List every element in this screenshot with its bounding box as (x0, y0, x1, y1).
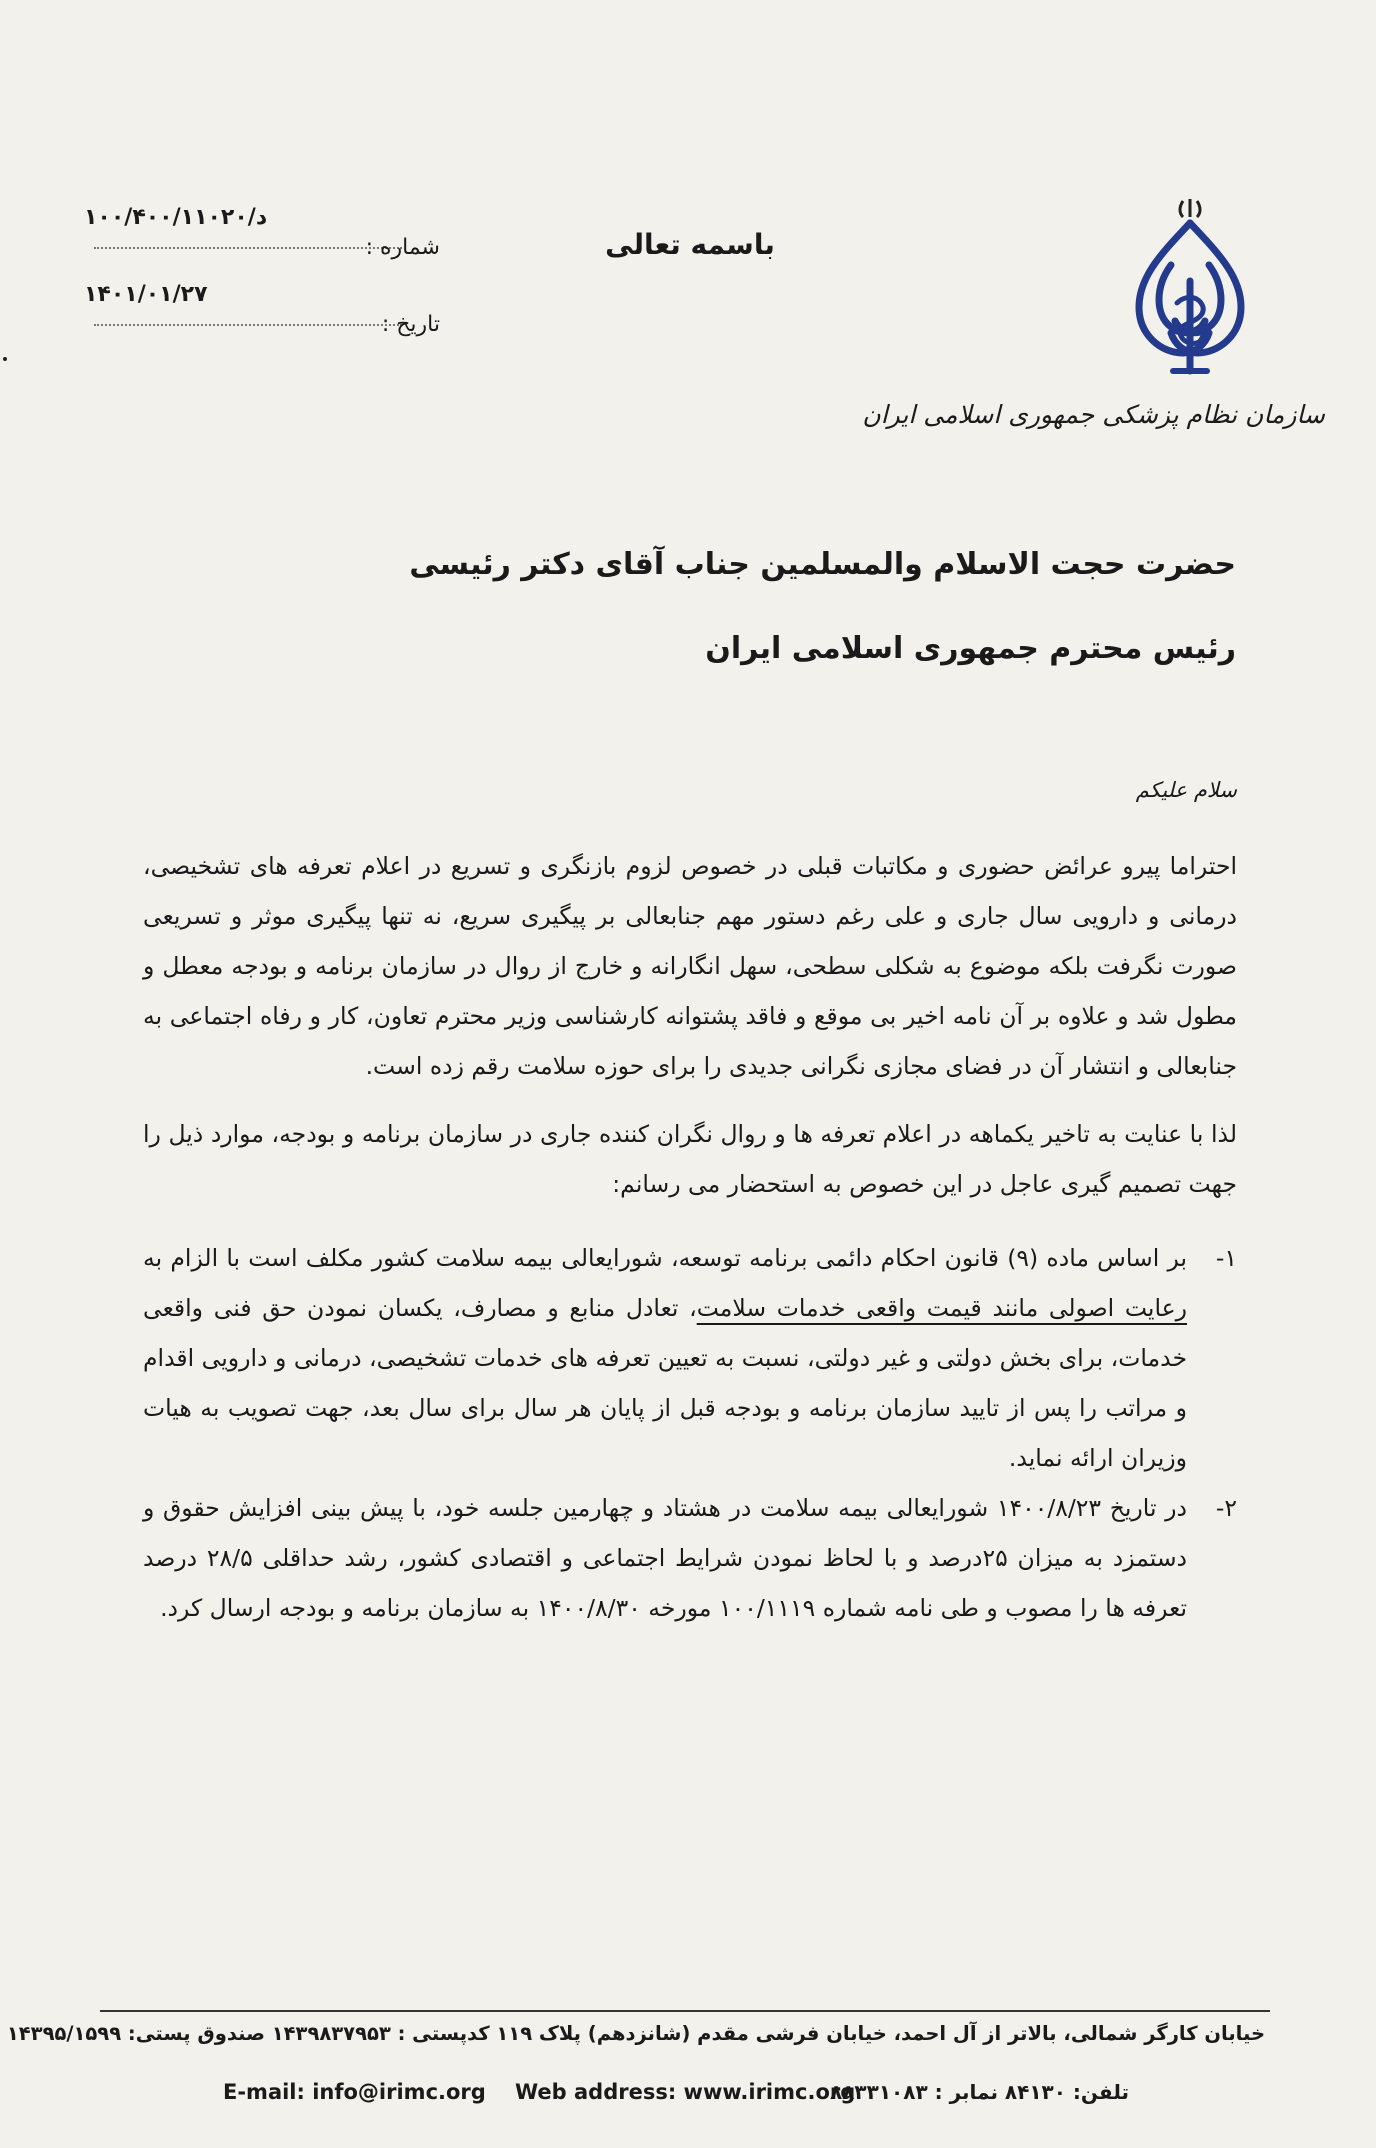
list-item (143, 1483, 1237, 1633)
list-item-text (143, 1233, 1187, 1483)
letter-date-row (70, 282, 440, 342)
footer-divider (100, 2010, 1270, 2012)
addressee-line-1: حضرت حجت الاسلام والمسلمین جناب آقای دکتر رئیسی (409, 547, 1236, 582)
salutation: سلام علیکم (1135, 778, 1237, 802)
footer-contacts (0, 2080, 1376, 2120)
scan-speck (3, 357, 7, 361)
letter-date-value: ۱۴۰۱/۰۱/۲۷ (84, 282, 208, 307)
basmala-heading: باسمه تعالی (605, 228, 775, 261)
list-item-number: ۱- (1215, 1244, 1237, 1272)
letter-number-row (70, 205, 440, 265)
list-item (143, 1233, 1237, 1483)
addressee-line-2: رئیس محترم جمهوری اسلامی ایران (705, 631, 1236, 666)
paragraph-2: لذا با عنایت به تاخیر یکماهه در اعلام تعرفه ها و روال نگران کننده جاری در سازمان برنامه و بودجه، موارد ذیل را جهت تصمیم گیری عاجل در این خصوص به استحضار می رسانم: (143, 1120, 1237, 1198)
letter-number-label: شماره : (365, 235, 440, 260)
underlined-phrase: رعایت اصولی مانند قیمت واقعی خدمات سلامت (696, 1294, 1187, 1322)
letter-number-value: د/۱۰۰/۴۰۰/۱۱۰۲۰ (84, 205, 268, 230)
addressee-block (336, 545, 1236, 669)
list-item-text: در تاریخ ۱۴۰۰/۸/۲۳ شورایعالی بیمه سلامت در هشتاد و چهارمین جلسه خود، با پیش بینی افزایش حقوق و دستمزد به میزان ۲۵درصد و با لحاظ نمودن شرایط اجتماعی و اقتصادی کشور، رشد حداقلی ۲۸/۵ درصد تعرفه ها را مصوب و طی نامه شماره ۱۰۰/۱۱۱۹ مورخه ۱۴۰۰/۸/۳۰ به سازمان برنامه و بودجه ارسال کرد. (143, 1494, 1188, 1622)
footer-address: خیابان کارگر شمالی، بالاتر از آل احمد، خیابان فرشی مقدم (شانزدهم) پلاک ۱۱۹ کدپستی : ۱۴۳۹۸۳۷۹۵۳ صندوق پستی: ۱۴۳۹۵/۱۵۹۹ (6, 2022, 1265, 2045)
letter-body (143, 775, 1237, 1633)
numbered-list (143, 1233, 1237, 1633)
letter-number-dotted-line (94, 247, 402, 249)
list-item-text-rest: ، تعادل منابع و مصارف، یکسان نمودن حق فنی واقعی خدمات، برای بخش دولتی و غیر دولتی، نسبت به تعیین تعرفه های خدمات تشخیصی، درمانی و دارویی اقدام و مراتب را پس از تایید سازمان برنامه و بودجه قبل از پایان هر سال برای سال بعد، جهت تصویب به هیات وزیران ارائه نماید. (143, 1294, 1187, 1472)
org-logo (862, 195, 1325, 470)
org-name: سازمان نظام پزشکی جمهوری اسلامی ایران (862, 400, 1325, 429)
footer-website: Web address: www.irimc.org (515, 2080, 856, 2104)
footer-phone: تلفن: ۸۴۱۳۰ نمابر : ۸۸۳۳۱۰۸۳ (830, 2080, 1129, 2104)
list-item-number: ۲- (1215, 1494, 1237, 1522)
paragraph-1: احتراما پیرو عرائض حضوری و مکاتبات قبلی در خصوص لزوم بازنگری و تسریع در اعلام تعرفه های تشخیصی، درمانی و دارویی سال جاری و علی رغم دستور مهم جنابعالی بر پیگیری سریع، نه تنها پیگیری موثر و تسریعی صورت نگرفت بلکه موضوع به شکلی سطحی، سهل انگارانه و خارج از روال در سازمان برنامه و بودجه معطل و مطول شد و علاوه بر آن نامه اخیر بی موقع و فاقد پشتوانه کارشناسی وزیر محترم تعاون، کار و رفاه اجتماعی به جنابعالی و انتشار آن در فضای مجازی نگرانی جدیدی را برای حوزه سلامت رقم زده است. (143, 852, 1237, 1080)
letter-date-dotted-line (94, 324, 402, 326)
footer-email: E-mail: info@irimc.org (223, 2080, 486, 2104)
letter-date-label: تاریخ : (381, 312, 440, 337)
list-item-text-start: بر اساس ماده (۹) قانون احکام دائمی برنامه توسعه، شورایعالی بیمه سلامت کشور مکلف است با الزام به (143, 1244, 1187, 1272)
irimc-emblem-icon (1125, 195, 1255, 395)
